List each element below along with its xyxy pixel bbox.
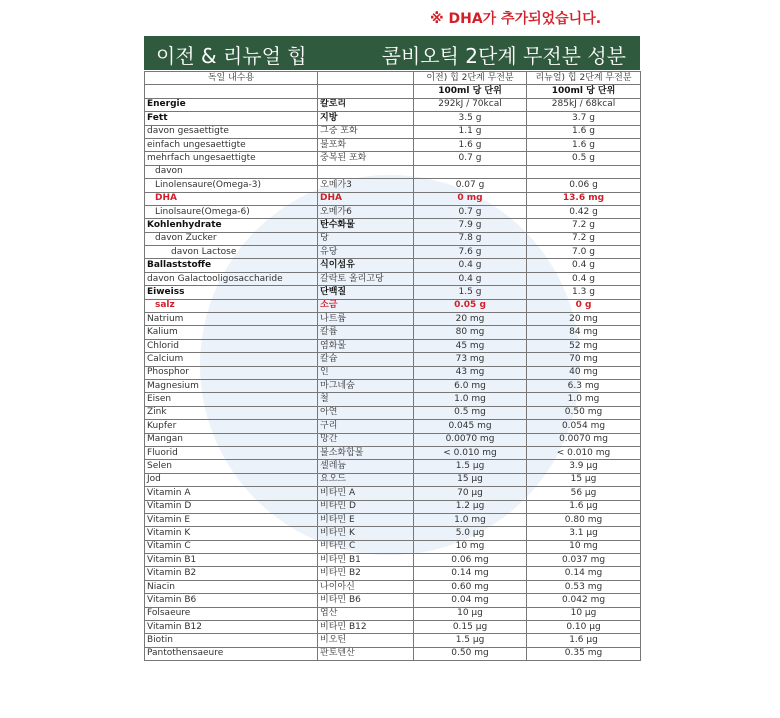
new-value-cell: 7.0 g: [527, 246, 641, 259]
nutrition-table: [144, 71, 641, 661]
german-name-cell: Vitamin C: [145, 540, 318, 553]
new-value-cell: 0.53 mg: [527, 580, 641, 593]
old-value-cell: 6.0 mg: [414, 379, 527, 392]
new-value-cell: 0.50 mg: [527, 406, 641, 419]
table-row: [145, 366, 641, 379]
new-value-cell: 285kJ / 68kcal: [527, 98, 641, 111]
table-row: [145, 339, 641, 352]
new-value-cell: 0.06 g: [527, 179, 641, 192]
german-name-cell: Jod: [145, 473, 318, 486]
table-row: [145, 112, 641, 125]
german-name-cell: Folsaeure: [145, 607, 318, 620]
korean-name-cell: 비타민 E: [318, 513, 414, 526]
table-row: [145, 125, 641, 138]
old-value-cell: 292kJ / 70kcal: [414, 98, 527, 111]
old-value-cell: 7.6 g: [414, 246, 527, 259]
old-value-cell: 0.4 g: [414, 272, 527, 285]
new-value-cell: 1.6 g: [527, 125, 641, 138]
empty-cell: [318, 85, 414, 98]
table-row: [145, 219, 641, 232]
new-value-cell: 13.6 mg: [527, 192, 641, 205]
korean-name-cell: 오메가6: [318, 205, 414, 218]
korean-name-cell: 지방: [318, 112, 414, 125]
korean-name-cell: 오메가3: [318, 179, 414, 192]
korean-name-cell: 비타민 K: [318, 527, 414, 540]
table-row: [145, 446, 641, 459]
korean-name-cell: 당: [318, 232, 414, 245]
old-value-cell: 10 mg: [414, 540, 527, 553]
table-row: [145, 607, 641, 620]
korean-name-cell: 비타민 B1: [318, 554, 414, 567]
old-value-cell: 1.5 µg: [414, 634, 527, 647]
table-row: [145, 286, 641, 299]
old-value-cell: 1.0 mg: [414, 393, 527, 406]
german-name-cell: Calcium: [145, 353, 318, 366]
german-name-cell: Vitamin B6: [145, 594, 318, 607]
new-value-cell: 3.7 g: [527, 112, 641, 125]
old-value-cell: 15 µg: [414, 473, 527, 486]
german-name-cell: Natrium: [145, 313, 318, 326]
german-name-cell: Zink: [145, 406, 318, 419]
old-value-cell: 0.07 g: [414, 179, 527, 192]
new-value-cell: 1.6 µg: [527, 634, 641, 647]
old-value-cell: 10 µg: [414, 607, 527, 620]
old-value-cell: 1.1 g: [414, 125, 527, 138]
old-value-cell: 0.7 g: [414, 205, 527, 218]
banner-left-title: 이전 & 리뉴얼 힙: [156, 44, 307, 68]
table-row: [145, 192, 641, 205]
german-name-cell: Magnesium: [145, 379, 318, 392]
german-name-cell: Eisen: [145, 393, 318, 406]
new-value-cell: 52 mg: [527, 339, 641, 352]
new-value-cell: 7.2 g: [527, 219, 641, 232]
korean-name-cell: 구리: [318, 420, 414, 433]
table-row: [145, 621, 641, 634]
german-name-cell: Pantothensaeure: [145, 647, 318, 660]
new-value-cell: 10 µg: [527, 607, 641, 620]
korean-name-cell: DHA: [318, 192, 414, 205]
german-name-cell: Vitamin K: [145, 527, 318, 540]
korean-name-cell: [318, 165, 414, 178]
korean-name-cell: 칼륨: [318, 326, 414, 339]
old-value-cell: 0.06 mg: [414, 554, 527, 567]
korean-name-cell: 비타민 D: [318, 500, 414, 513]
german-name-cell: Niacin: [145, 580, 318, 593]
german-name-cell: Mangan: [145, 433, 318, 446]
german-name-cell: davon Galactooligosaccharide: [145, 272, 318, 285]
korean-name-cell: 칼슘: [318, 353, 414, 366]
german-name-cell: Eiweiss: [145, 286, 318, 299]
old-value-cell: 3.5 g: [414, 112, 527, 125]
german-name-cell: Kohlenhydrate: [145, 219, 318, 232]
new-per-unit-header: 100ml 당 단위: [527, 85, 641, 98]
korean-name-cell: 유당: [318, 246, 414, 259]
old-value-cell: 1.0 mg: [414, 513, 527, 526]
korean-name-cell: 비타민 C: [318, 540, 414, 553]
korean-name-cell: 비타민 B6: [318, 594, 414, 607]
table-row: [145, 246, 641, 259]
header-row-2: [145, 85, 641, 98]
table-row: [145, 634, 641, 647]
new-value-cell: 0.042 mg: [527, 594, 641, 607]
old-value-cell: 1.5 µg: [414, 460, 527, 473]
table-row: [145, 179, 641, 192]
german-label-header: 독일 내수용: [145, 72, 318, 85]
new-product-header: 리뉴얼) 힙 2단계 무전분: [527, 72, 641, 85]
korean-label-header: [318, 72, 414, 85]
new-value-cell: 0.80 mg: [527, 513, 641, 526]
korean-name-cell: 갈락토 올리고당: [318, 272, 414, 285]
table-row: [145, 513, 641, 526]
old-value-cell: 73 mg: [414, 353, 527, 366]
new-value-cell: 0.35 mg: [527, 647, 641, 660]
dha-added-notice: ※ DHA가 추가되었습니다.: [430, 11, 602, 27]
table-row: [145, 299, 641, 312]
new-value-cell: 15 µg: [527, 473, 641, 486]
new-value-cell: 3.9 µg: [527, 460, 641, 473]
korean-name-cell: 불소화합물: [318, 446, 414, 459]
german-name-cell: Ballaststoffe: [145, 259, 318, 272]
korean-name-cell: 비오틴: [318, 634, 414, 647]
new-value-cell: 0.14 mg: [527, 567, 641, 580]
german-name-cell: Kupfer: [145, 420, 318, 433]
german-name-cell: Linolensaure(Omega-3): [145, 179, 318, 192]
table-row: [145, 460, 641, 473]
old-value-cell: 80 mg: [414, 326, 527, 339]
old-value-cell: 7.8 g: [414, 232, 527, 245]
old-value-cell: 0.50 mg: [414, 647, 527, 660]
german-name-cell: Selen: [145, 460, 318, 473]
old-value-cell: 0.7 g: [414, 152, 527, 165]
korean-name-cell: 식이섬유: [318, 259, 414, 272]
old-value-cell: 1.6 g: [414, 138, 527, 151]
table-row: [145, 567, 641, 580]
new-value-cell: 1.3 g: [527, 286, 641, 299]
german-name-cell: davon: [145, 165, 318, 178]
new-value-cell: 10 mg: [527, 540, 641, 553]
new-value-cell: 56 µg: [527, 487, 641, 500]
table-row: [145, 379, 641, 392]
table-row: [145, 326, 641, 339]
korean-name-cell: 비타민 B12: [318, 621, 414, 634]
new-value-cell: 0.054 mg: [527, 420, 641, 433]
table-row: [145, 98, 641, 111]
korean-name-cell: 불포화: [318, 138, 414, 151]
table-row: [145, 406, 641, 419]
table-row: [145, 165, 641, 178]
german-name-cell: davon Lactose: [145, 246, 318, 259]
table-row: [145, 487, 641, 500]
new-value-cell: 40 mg: [527, 366, 641, 379]
old-value-cell: 7.9 g: [414, 219, 527, 232]
old-value-cell: [414, 165, 527, 178]
old-value-cell: 0.60 mg: [414, 580, 527, 593]
table-row: [145, 232, 641, 245]
old-value-cell: 0.05 g: [414, 299, 527, 312]
korean-name-cell: 망간: [318, 433, 414, 446]
table-row: [145, 594, 641, 607]
empty-cell: [145, 85, 318, 98]
old-value-cell: 20 mg: [414, 313, 527, 326]
korean-name-cell: 탄수화물: [318, 219, 414, 232]
banner-right-title: 콤비오틱 2단계 무전분 성분: [381, 44, 626, 68]
new-value-cell: 1.0 mg: [527, 393, 641, 406]
table-row: [145, 527, 641, 540]
korean-name-cell: 소금: [318, 299, 414, 312]
new-value-cell: 0.10 µg: [527, 621, 641, 634]
korean-name-cell: 셀레늄: [318, 460, 414, 473]
german-name-cell: Linolsaure(Omega-6): [145, 205, 318, 218]
old-value-cell: 45 mg: [414, 339, 527, 352]
korean-name-cell: 비타민 A: [318, 487, 414, 500]
german-name-cell: Kalium: [145, 326, 318, 339]
old-value-cell: < 0.010 mg: [414, 446, 527, 459]
table-row: [145, 540, 641, 553]
table-row: [145, 259, 641, 272]
korean-name-cell: 칼로리: [318, 98, 414, 111]
new-value-cell: < 0.010 mg: [527, 446, 641, 459]
old-value-cell: 1.2 µg: [414, 500, 527, 513]
table-row: [145, 473, 641, 486]
table-row: [145, 500, 641, 513]
new-value-cell: 0.037 mg: [527, 554, 641, 567]
korean-name-cell: 비타민 B2: [318, 567, 414, 580]
german-name-cell: Vitamin B1: [145, 554, 318, 567]
old-value-cell: 0.15 µg: [414, 621, 527, 634]
table-row: [145, 313, 641, 326]
old-value-cell: 0.4 g: [414, 259, 527, 272]
new-value-cell: 70 mg: [527, 353, 641, 366]
german-name-cell: Vitamin B2: [145, 567, 318, 580]
old-per-unit-header: 100ml 당 단위: [414, 85, 527, 98]
new-value-cell: 0.4 g: [527, 272, 641, 285]
korean-name-cell: 단백질: [318, 286, 414, 299]
new-value-cell: 84 mg: [527, 326, 641, 339]
new-value-cell: 0.4 g: [527, 259, 641, 272]
german-name-cell: Phosphor: [145, 366, 318, 379]
german-name-cell: Vitamin B12: [145, 621, 318, 634]
new-value-cell: 1.6 g: [527, 138, 641, 151]
table-row: [145, 272, 641, 285]
german-name-cell: Energie: [145, 98, 318, 111]
old-product-header: 이전) 힙 2단계 무전분: [414, 72, 527, 85]
table-row: [145, 647, 641, 660]
new-value-cell: 6.3 mg: [527, 379, 641, 392]
new-value-cell: 7.2 g: [527, 232, 641, 245]
korean-name-cell: 철: [318, 393, 414, 406]
german-name-cell: Fluorid: [145, 446, 318, 459]
korean-name-cell: 중복된 포화: [318, 152, 414, 165]
german-name-cell: Chlorid: [145, 339, 318, 352]
german-name-cell: davon gesaettigte: [145, 125, 318, 138]
german-name-cell: mehrfach ungesaettigte: [145, 152, 318, 165]
old-value-cell: 0.0070 mg: [414, 433, 527, 446]
old-value-cell: 0.5 mg: [414, 406, 527, 419]
korean-name-cell: 염화물: [318, 339, 414, 352]
german-name-cell: Vitamin A: [145, 487, 318, 500]
old-value-cell: 0.045 mg: [414, 420, 527, 433]
header-row-1: [145, 72, 641, 85]
table-row: [145, 554, 641, 567]
new-value-cell: [527, 165, 641, 178]
table-row: [145, 138, 641, 151]
korean-name-cell: 나이아신: [318, 580, 414, 593]
old-value-cell: 0.04 mg: [414, 594, 527, 607]
old-value-cell: 43 mg: [414, 366, 527, 379]
old-value-cell: 5.0 µg: [414, 527, 527, 540]
table-row: [145, 420, 641, 433]
table-row: [145, 580, 641, 593]
old-value-cell: 1.5 g: [414, 286, 527, 299]
korean-name-cell: 판토텐산: [318, 647, 414, 660]
table-row: [145, 393, 641, 406]
new-value-cell: 0.42 g: [527, 205, 641, 218]
old-value-cell: 0 mg: [414, 192, 527, 205]
german-name-cell: Biotin: [145, 634, 318, 647]
korean-name-cell: 마그네슘: [318, 379, 414, 392]
german-name-cell: Fett: [145, 112, 318, 125]
new-value-cell: 20 mg: [527, 313, 641, 326]
old-value-cell: 0.14 mg: [414, 567, 527, 580]
new-value-cell: 0.5 g: [527, 152, 641, 165]
german-name-cell: Vitamin D: [145, 500, 318, 513]
german-name-cell: einfach ungesaettigte: [145, 138, 318, 151]
korean-name-cell: 그중 포화: [318, 125, 414, 138]
german-name-cell: DHA: [145, 192, 318, 205]
korean-name-cell: 나트륨: [318, 313, 414, 326]
korean-name-cell: 아연: [318, 406, 414, 419]
table-row: [145, 205, 641, 218]
korean-name-cell: 인: [318, 366, 414, 379]
table-row: [145, 433, 641, 446]
table-row: [145, 353, 641, 366]
german-name-cell: salz: [145, 299, 318, 312]
title-banner: [144, 36, 640, 70]
korean-name-cell: 엽산: [318, 607, 414, 620]
old-value-cell: 70 µg: [414, 487, 527, 500]
new-value-cell: 1.6 µg: [527, 500, 641, 513]
german-name-cell: Vitamin E: [145, 513, 318, 526]
table-row: [145, 152, 641, 165]
german-name-cell: davon Zucker: [145, 232, 318, 245]
korean-name-cell: 요오드: [318, 473, 414, 486]
new-value-cell: 0 g: [527, 299, 641, 312]
new-value-cell: 0.0070 mg: [527, 433, 641, 446]
new-value-cell: 3.1 µg: [527, 527, 641, 540]
